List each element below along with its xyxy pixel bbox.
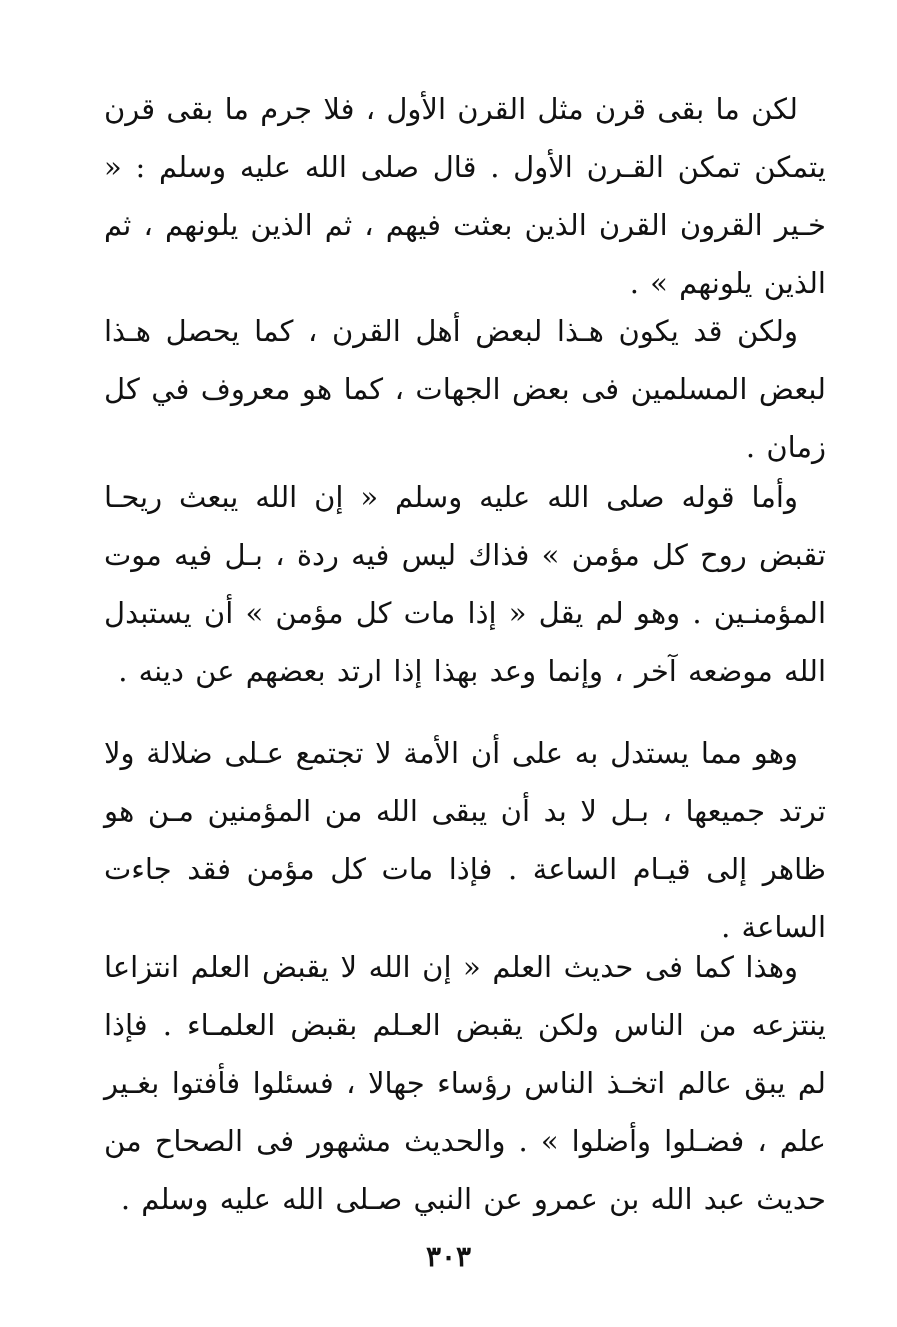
paragraph-3: وأما قوله صلى الله عليه وسلم « إن الله يبعث ريحـا تقبض روح كل مؤمن » فذاك ليس فيه ردة ، بـل فيه موت المؤمنـين . وهو لم يقل « إذا مات كل مؤمن » أن يستبدل الله موضعه آخر ، وإنما وعد بهذا إذا ارتد بعضهم عن دينه .	[104, 480, 826, 688]
paragraph-1: لكن ما بقى قرن مثل القرن الأول ، فلا جرم ما بقى قرن يتمكن تمكن القـرن الأول . قال صلى الله عليه وسلم : « خـير القرون القرن الذين بعثت فيهم ، ثم الذين يلونهم ، ثم الذين يلونهم » .	[104, 92, 826, 300]
paragraph-5: وهذا كما فى حديث العلم « إن الله لا يقبض العلم انتزاعا ينتزعه من الناس ولكن يقبض العـلم بقبض العلمـاء . فإذا لم يبق عالم اتخـذ الناس رؤساء جهالا ، فسئلوا فأفتوا بغـير علم ، فضـلوا وأضلوا » . والحديث مشهور فى الصحاح من حديث عبد الله بن عمرو عن النبي صـلى الله عليه وسلم .	[104, 950, 826, 1216]
page-number: ٣٠٣	[425, 1240, 472, 1273]
paragraph-4: وهو مما يستدل به على أن الأمة لا تجتمع عـلى ضلالة ولا ترتد جميعها ، بـل لا بد أن يبقى الله من المؤمنين مـن هو ظاهر إلى قيـام الساعة . فإذا مات كل مؤمن فقد جاءت الساعة .	[104, 736, 826, 944]
paragraph-2: ولكن قد يكون هـذا لبعض أهل القرن ، كما يحصل هـذا لبعض المسلمين فى بعض الجهات ، كما هو معروف في كل زمان .	[104, 314, 826, 464]
